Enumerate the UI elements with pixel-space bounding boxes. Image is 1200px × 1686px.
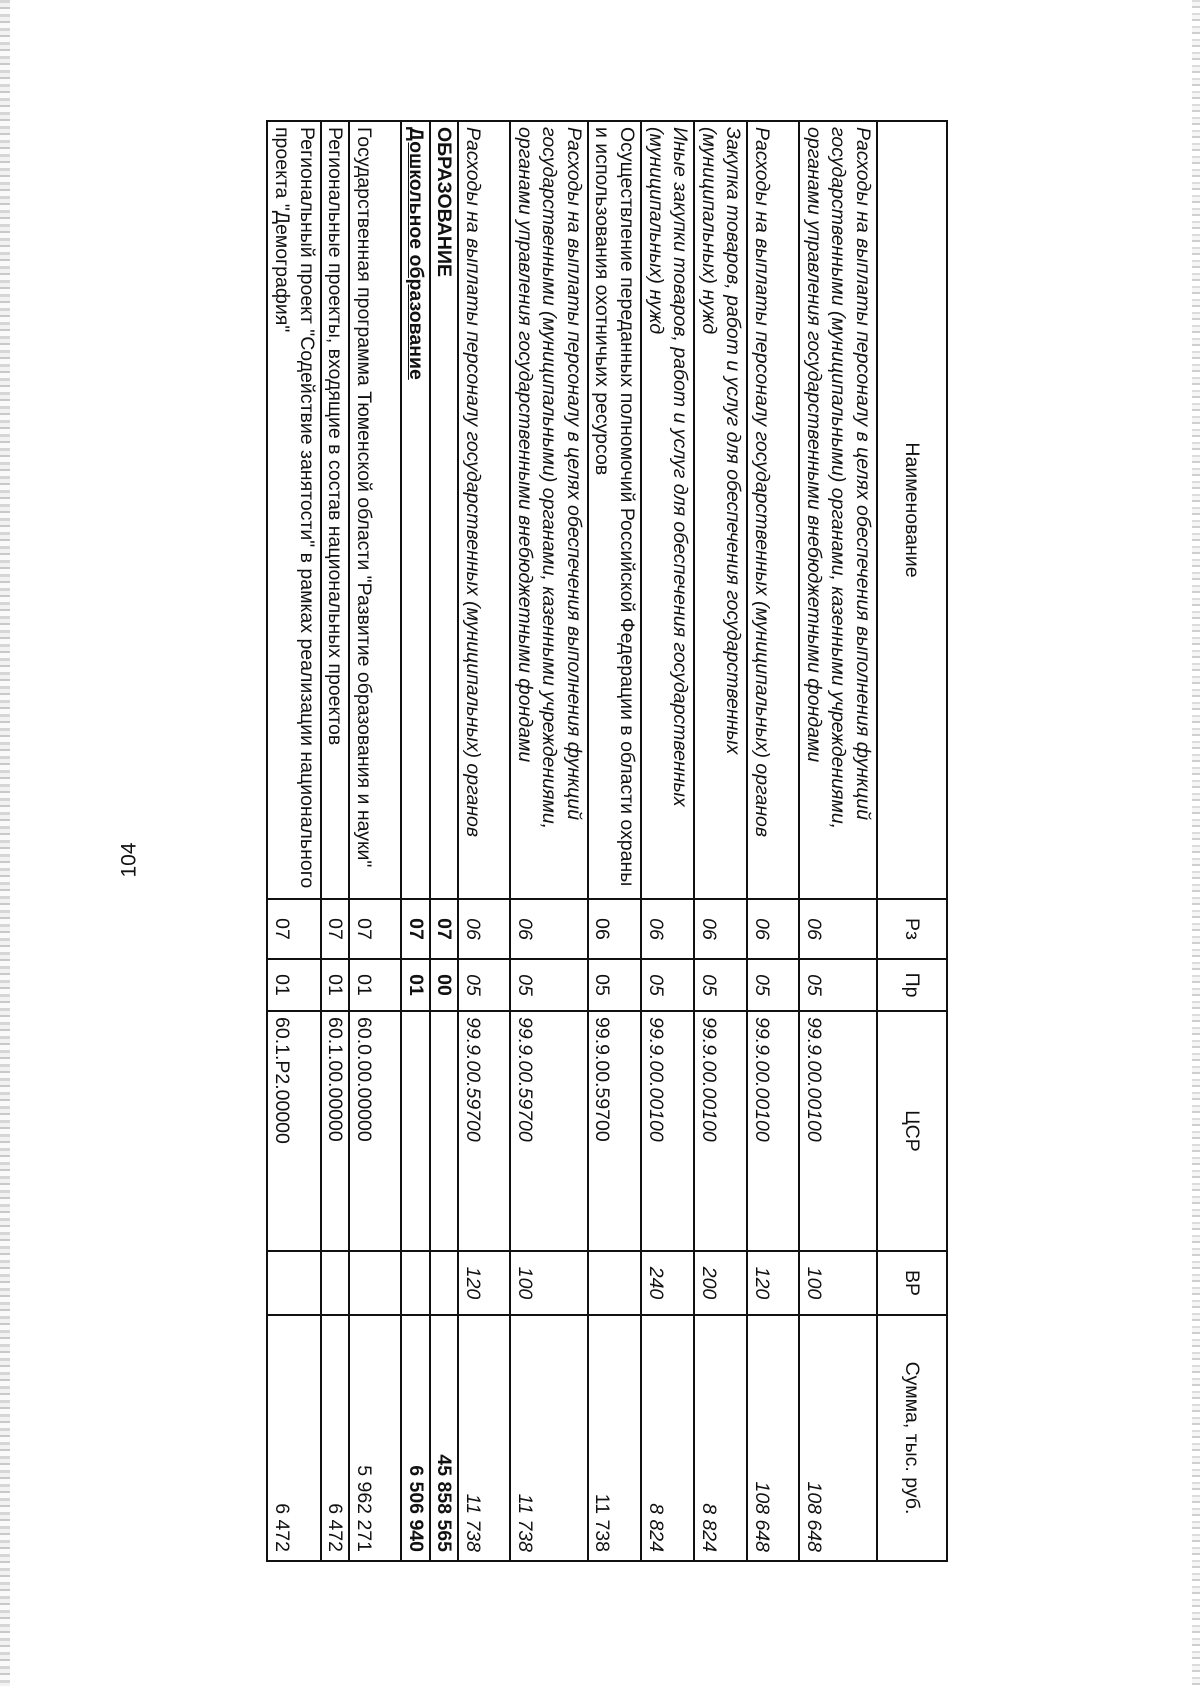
cell-csr: 99.9.00.59700 — [510, 1011, 588, 1251]
cell-csr: 99.9.00.59700 — [588, 1011, 641, 1251]
page-number-text: 104 — [118, 842, 142, 878]
cell-sum: 5 962 271 — [349, 1315, 401, 1561]
page-number — [120, 820, 140, 900]
table-row — [694, 121, 747, 1561]
header-sum: Сумма, тыс. руб. — [877, 1315, 947, 1561]
cell-name: Расходы на выплаты персоналу в целях обеспечения выполнения функций государственными (муниципальными) органами, казенными учреждениями, органами управления государственными внебюджетными фондами — [510, 121, 588, 899]
cell-name: ОБРАЗОВАНИЕ — [430, 121, 459, 899]
table-row — [401, 121, 430, 1561]
cell-name: Расходы на выплаты персоналу в целях обеспечения выполнения функций государственными (муниципальными) органами, казенными учреждениями, органами управления государственными внебюджетными фондами — [799, 121, 877, 899]
cell-vr — [588, 1251, 641, 1315]
cell-pr: 05 — [588, 959, 641, 1011]
cell-pr: 05 — [641, 959, 694, 1011]
cell-csr: 99.9.00.59700 — [458, 1011, 510, 1251]
cell-sum: 11 738 — [588, 1315, 641, 1561]
cell-pr: 05 — [510, 959, 588, 1011]
cell-vr — [267, 1251, 320, 1315]
cell-name: Осуществление переданных полномочий Российской Федерации в области охраны и использования охотничьих ресурсов — [588, 121, 641, 899]
table-row — [430, 121, 459, 1561]
cell-csr — [401, 1011, 430, 1251]
cell-name: Расходы на выплаты персоналу государственных (муниципальных) органов — [458, 121, 510, 899]
header-csr: ЦСР — [877, 1011, 947, 1251]
cell-sum: 6 472 — [321, 1315, 350, 1561]
cell-pr: 01 — [349, 959, 401, 1011]
cell-rz: 07 — [430, 899, 459, 959]
cell-sum: 108 648 — [747, 1315, 799, 1561]
cell-vr: 240 — [641, 1251, 694, 1315]
cell-vr: 100 — [799, 1251, 877, 1315]
cell-pr: 05 — [694, 959, 747, 1011]
table-row — [458, 121, 510, 1561]
cell-vr — [321, 1251, 350, 1315]
cell-sum: 108 648 — [799, 1315, 877, 1561]
cell-pr: 05 — [799, 959, 877, 1011]
table-row — [641, 121, 694, 1561]
cell-vr — [430, 1251, 459, 1315]
scan-edge-left — [0, 0, 10, 1686]
cell-name: Региональный проект "Содействие занятости" в рамках реализации национального проекта "Демография" — [267, 121, 320, 899]
cell-csr: 99.9.00.00100 — [747, 1011, 799, 1251]
cell-rz: 07 — [401, 899, 430, 959]
header-pr: Пр — [877, 959, 947, 1011]
cell-pr: 00 — [430, 959, 459, 1011]
cell-csr: 60.1.00.00000 — [321, 1011, 350, 1251]
cell-vr: 120 — [747, 1251, 799, 1315]
budget-table — [266, 120, 948, 1562]
table-row — [349, 121, 401, 1561]
cell-rz: 06 — [588, 899, 641, 959]
cell-csr: 99.9.00.00100 — [799, 1011, 877, 1251]
cell-rz: 06 — [694, 899, 747, 959]
header-vr: ВР — [877, 1251, 947, 1315]
cell-vr: 100 — [510, 1251, 588, 1315]
cell-name: Региональные проекты, входящие в состав национальных проектов — [321, 121, 350, 899]
header-name: Наименование — [877, 121, 947, 899]
cell-pr: 01 — [401, 959, 430, 1011]
cell-rz: 06 — [799, 899, 877, 959]
cell-rz: 06 — [641, 899, 694, 959]
cell-csr: 99.9.00.00100 — [641, 1011, 694, 1251]
cell-rz: 07 — [349, 899, 401, 959]
header-rz: Рз — [877, 899, 947, 959]
cell-name: Иные закупки товаров, работ и услуг для обеспечения государственных (муниципальных) нужд — [641, 121, 694, 899]
table-row — [588, 121, 641, 1561]
cell-name: Дошкольное образование — [401, 121, 430, 899]
cell-rz: 06 — [510, 899, 588, 959]
cell-rz: 07 — [321, 899, 350, 959]
cell-name: Расходы на выплаты персоналу государственных (муниципальных) органов — [747, 121, 799, 899]
cell-vr — [349, 1251, 401, 1315]
table-row — [799, 121, 877, 1561]
cell-pr: 05 — [458, 959, 510, 1011]
cell-sum: 11 738 — [510, 1315, 588, 1561]
cell-rz: 06 — [458, 899, 510, 959]
table-row — [321, 121, 350, 1561]
cell-pr: 05 — [747, 959, 799, 1011]
cell-vr: 200 — [694, 1251, 747, 1315]
cell-sum: 45 858 565 — [430, 1315, 459, 1561]
scan-edge-right — [1192, 0, 1200, 1686]
cell-sum: 11 738 — [458, 1315, 510, 1561]
cell-name: Государственная программа Тюменской области "Развитие образования и науки" — [349, 121, 401, 899]
cell-name: Закупка товаров, работ и услуг для обеспечения государственных (муниципальных) нужд — [694, 121, 747, 899]
cell-vr: 120 — [458, 1251, 510, 1315]
cell-sum: 8 824 — [641, 1315, 694, 1561]
cell-csr: 60.1.P2.00000 — [267, 1011, 320, 1251]
cell-csr — [430, 1011, 459, 1251]
cell-pr: 01 — [267, 959, 320, 1011]
cell-vr — [401, 1251, 430, 1315]
cell-sum: 6 506 940 — [401, 1315, 430, 1561]
rotated-table-container — [168, 120, 948, 1560]
cell-csr: 99.9.00.00100 — [694, 1011, 747, 1251]
cell-sum: 6 472 — [267, 1315, 320, 1561]
table-header-row — [877, 121, 947, 1561]
cell-sum: 8 824 — [694, 1315, 747, 1561]
table-row — [747, 121, 799, 1561]
cell-rz: 07 — [267, 899, 320, 959]
table-row — [510, 121, 588, 1561]
table-row — [267, 121, 320, 1561]
cell-pr: 01 — [321, 959, 350, 1011]
cell-csr: 60.0.00.00000 — [349, 1011, 401, 1251]
cell-rz: 06 — [747, 899, 799, 959]
